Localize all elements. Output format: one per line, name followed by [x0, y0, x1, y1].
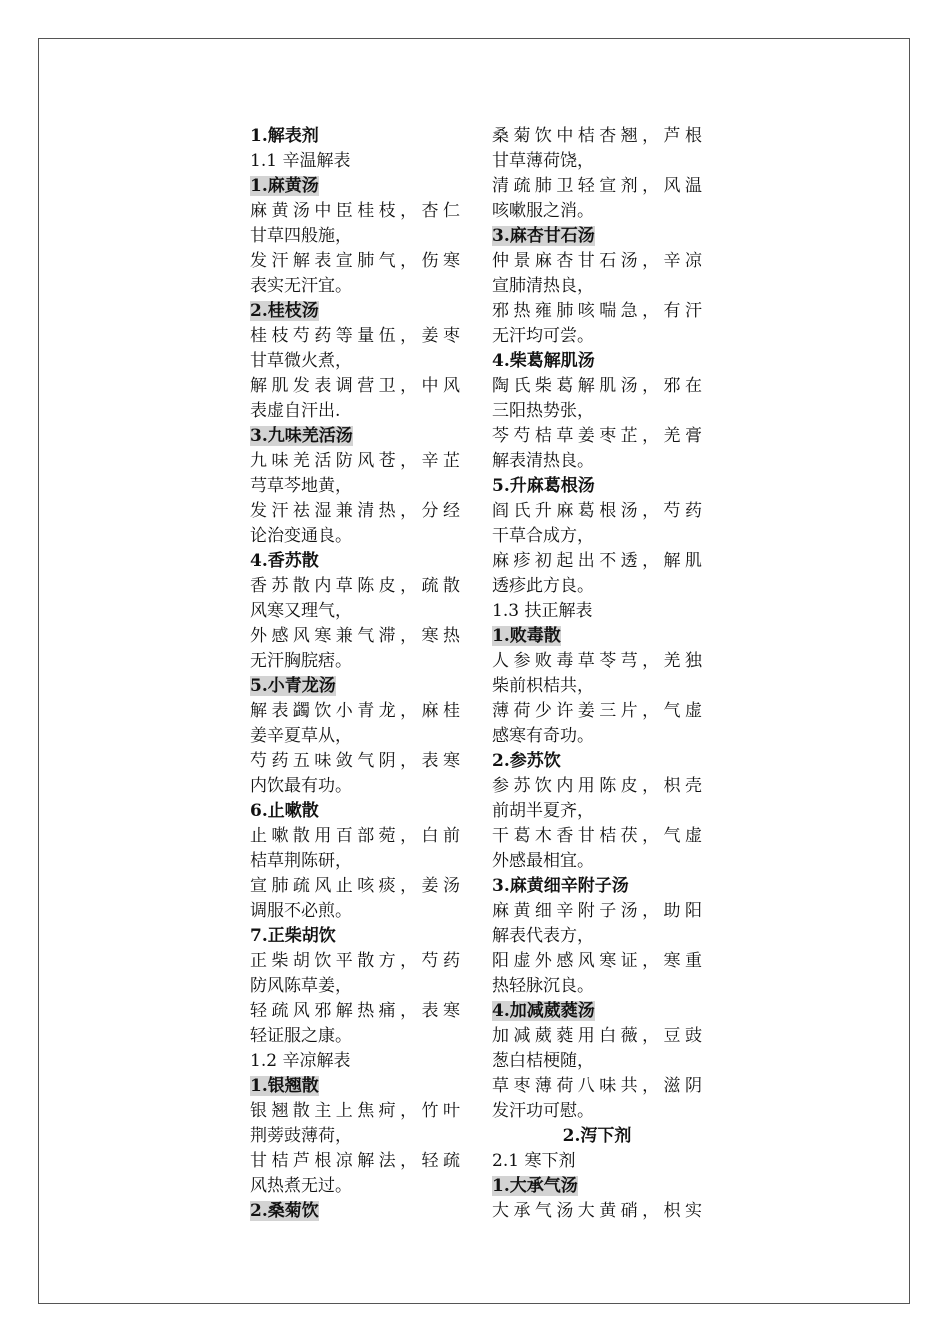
verse-line	[250, 524, 460, 549]
verse-text: 甘草微火煮，	[250, 351, 352, 371]
verse-line	[250, 774, 460, 799]
verse-text: 表实无汗宜。	[250, 276, 352, 296]
verse-line	[492, 699, 702, 724]
prescription-title	[250, 674, 460, 699]
verse-text: 姜辛夏草从，	[250, 726, 352, 746]
prescription-title-text: 5.升麻葛根汤	[492, 476, 595, 496]
verse-line	[492, 549, 702, 574]
prescription-title	[492, 474, 702, 499]
verse-line	[250, 1024, 460, 1049]
verse-text: 解表清热良。	[492, 451, 594, 471]
verse-text: 芩芍桔草姜枣芷，羌膏	[492, 426, 702, 446]
verse-line	[492, 974, 702, 999]
verse-line	[492, 724, 702, 749]
prescription-title-text: 2.桑菊饮	[250, 1201, 319, 1221]
verse-text: 银翘散主上焦疴，竹叶	[250, 1101, 460, 1121]
prescription-title-text: 3.麻黄细辛附子汤	[492, 876, 629, 896]
verse-line	[492, 849, 702, 874]
verse-text: 仲景麻杏甘石汤，辛凉	[492, 251, 702, 271]
verse-text: 干葛木香甘桔茯，气虚	[492, 826, 702, 846]
verse-text: 宣肺疏风止咳痰，姜汤	[250, 876, 460, 896]
prescription-title-text: 1.银翘散	[250, 1076, 319, 1096]
prescription-title	[250, 174, 460, 199]
verse-text: 甘桔芦根凉解法，轻疏	[250, 1151, 460, 1171]
verse-line	[492, 649, 702, 674]
prescription-title	[250, 1199, 460, 1224]
verse-text: 柴前枳桔共，	[492, 676, 594, 696]
verse-text: 麻疹初起出不透，解肌	[492, 551, 702, 571]
prescription-title	[492, 999, 702, 1024]
prescription-title-text: 6.止嗽散	[250, 801, 319, 821]
verse-text: 透疹此方良。	[492, 576, 594, 596]
verse-line	[250, 449, 460, 474]
verse-text: 发汗祛湿兼清热，分经	[250, 501, 460, 521]
prescription-title	[492, 224, 702, 249]
verse-text: 内饮最有功。	[250, 776, 352, 796]
verse-line	[250, 724, 460, 749]
verse-line	[492, 1074, 702, 1099]
prescription-title	[492, 349, 702, 374]
verse-text: 正柴胡饮平散方，芍药	[250, 951, 460, 971]
verse-line	[492, 1199, 702, 1224]
subsection-heading-text: 1.3 扶正解表	[492, 601, 593, 621]
verse-line	[250, 899, 460, 924]
document-page	[38, 38, 910, 1304]
verse-text: 陶氏柴葛解肌汤，邪在	[492, 376, 702, 396]
verse-line	[492, 799, 702, 824]
verse-text: 芍药五味敛气阴，表寒	[250, 751, 460, 771]
prescription-title-text: 3.九味羌活汤	[250, 426, 353, 446]
section-heading	[250, 124, 460, 149]
verse-line	[492, 824, 702, 849]
prescription-title-text: 4.加减葳蕤汤	[492, 1001, 595, 1021]
verse-text: 薄荷少许姜三片，气虚	[492, 701, 702, 721]
verse-line	[492, 1024, 702, 1049]
verse-line	[250, 349, 460, 374]
verse-line	[492, 674, 702, 699]
verse-text: 无汗均可尝。	[492, 326, 594, 346]
verse-line	[250, 874, 460, 899]
verse-line	[492, 399, 702, 424]
verse-line	[250, 474, 460, 499]
verse-line	[492, 449, 702, 474]
verse-line	[250, 224, 460, 249]
verse-line	[492, 174, 702, 199]
left-column	[250, 124, 460, 1224]
prescription-title	[250, 549, 460, 574]
verse-text: 葱白桔梗随，	[492, 1051, 594, 1071]
verse-line	[492, 324, 702, 349]
verse-line	[250, 199, 460, 224]
verse-text: 大承气汤大黄硝，枳实	[492, 1201, 702, 1221]
prescription-title-text: 5.小青龙汤	[250, 676, 336, 696]
verse-line	[492, 524, 702, 549]
verse-text: 加减葳蕤用白薇，豆豉	[492, 1026, 702, 1046]
verse-text: 宣肺清热良，	[492, 276, 594, 296]
subsection-heading-text: 2.1 寒下剂	[492, 1151, 576, 1171]
verse-text: 桔草荆陈研，	[250, 851, 352, 871]
subsection-heading	[492, 1149, 702, 1174]
subsection-heading	[250, 149, 460, 174]
verse-text: 防风陈草姜，	[250, 976, 352, 996]
prescription-title-text: 4.柴葛解肌汤	[492, 351, 595, 371]
verse-text: 轻证服之康。	[250, 1026, 352, 1046]
verse-line	[250, 624, 460, 649]
prescription-title-text: 7.正柴胡饮	[250, 926, 336, 946]
verse-line	[250, 499, 460, 524]
verse-text: 干草合成方，	[492, 526, 594, 546]
verse-text: 阎氏升麻葛根汤，芍药	[492, 501, 702, 521]
subsection-heading-text: 1.1 辛温解表	[250, 151, 351, 171]
prescription-title-text: 1.大承气汤	[492, 1176, 578, 1196]
verse-text: 九味羌活防风苍，辛芷	[250, 451, 460, 471]
verse-text: 桑菊饮中桔杏翘，芦根	[492, 126, 702, 146]
verse-text: 调服不必煎。	[250, 901, 352, 921]
verse-line	[492, 949, 702, 974]
prescription-title-text: 2.桂枝汤	[250, 301, 319, 321]
verse-text: 感寒有奇功。	[492, 726, 594, 746]
verse-line	[250, 849, 460, 874]
verse-text: 发汗功可慰。	[492, 1101, 594, 1121]
prescription-title	[492, 1174, 702, 1199]
verse-line	[250, 274, 460, 299]
verse-line	[492, 299, 702, 324]
right-column	[492, 124, 702, 1224]
section-heading-text: 1.解表剂	[250, 126, 319, 146]
verse-text: 止嗽散用百部菀，白前	[250, 826, 460, 846]
verse-line	[492, 199, 702, 224]
verse-text: 解表蠲饮小青龙，麻桂	[250, 701, 460, 721]
prescription-title	[250, 424, 460, 449]
subsection-heading	[492, 599, 702, 624]
verse-text: 论治变通良。	[250, 526, 352, 546]
verse-line	[492, 374, 702, 399]
verse-line	[250, 699, 460, 724]
section-heading	[492, 1124, 702, 1149]
verse-text: 解肌发表调营卫，中风	[250, 376, 460, 396]
verse-text: 草枣薄荷八味共，滋阴	[492, 1076, 702, 1096]
verse-line	[250, 999, 460, 1024]
verse-line	[492, 574, 702, 599]
verse-line	[492, 1099, 702, 1124]
verse-text: 风热煮无过。	[250, 1176, 352, 1196]
verse-line	[492, 124, 702, 149]
verse-line	[250, 974, 460, 999]
verse-text: 发汗解表宣肺气，伤寒	[250, 251, 460, 271]
verse-text: 表虚自汗出.	[250, 401, 341, 421]
verse-line	[492, 499, 702, 524]
prescription-title-text: 1.麻黄汤	[250, 176, 319, 196]
prescription-title	[492, 624, 702, 649]
verse-line	[492, 924, 702, 949]
verse-line	[250, 1124, 460, 1149]
verse-text: 无汗胸脘痞。	[250, 651, 352, 671]
prescription-title-text: 1.败毒散	[492, 626, 561, 646]
verse-text: 外感最相宜。	[492, 851, 594, 871]
prescription-title-text: 4.香苏散	[250, 551, 319, 571]
verse-text: 邪热雍肺咳喘急，有汗	[492, 301, 702, 321]
prescription-title	[492, 874, 702, 899]
prescription-title	[250, 299, 460, 324]
prescription-title	[492, 749, 702, 774]
verse-text: 麻黄汤中臣桂枝，杏仁	[250, 201, 460, 221]
prescription-title	[250, 924, 460, 949]
verse-line	[492, 249, 702, 274]
verse-line	[250, 749, 460, 774]
verse-text: 外感风寒兼气滞，寒热	[250, 626, 460, 646]
verse-text: 芎草芩地黄，	[250, 476, 352, 496]
verse-line	[492, 774, 702, 799]
verse-text: 甘草薄荷饶，	[492, 151, 594, 171]
prescription-title	[250, 1074, 460, 1099]
verse-text: 解表代表方，	[492, 926, 594, 946]
verse-line	[250, 249, 460, 274]
verse-line	[250, 949, 460, 974]
verse-line	[250, 1174, 460, 1199]
verse-line	[250, 599, 460, 624]
verse-text: 风寒又理气，	[250, 601, 352, 621]
verse-line	[250, 1149, 460, 1174]
verse-text: 阳虚外感风寒证，寒重	[492, 951, 702, 971]
verse-text: 人参败毒草苓芎，羌独	[492, 651, 702, 671]
verse-text: 桂枝芍药等量伍，姜枣	[250, 326, 460, 346]
verse-text: 参苏饮内用陈皮，枳壳	[492, 776, 702, 796]
verse-line	[492, 424, 702, 449]
prescription-title	[250, 799, 460, 824]
verse-text: 甘草四般施，	[250, 226, 352, 246]
section-heading-text: 2.泻下剂	[562, 1126, 632, 1146]
verse-text: 荆蒡豉薄荷，	[250, 1126, 352, 1146]
subsection-heading-text: 1.2 辛凉解表	[250, 1051, 351, 1071]
verse-line	[492, 149, 702, 174]
subsection-heading	[250, 1049, 460, 1074]
verse-text: 咳嗽服之消。	[492, 201, 594, 221]
verse-line	[492, 1049, 702, 1074]
verse-text: 前胡半夏齐，	[492, 801, 594, 821]
prescription-title-text: 2.参苏饮	[492, 751, 561, 771]
verse-text: 麻黄细辛附子汤，助阳	[492, 901, 702, 921]
verse-line	[250, 824, 460, 849]
verse-text: 热轻脉沉良。	[492, 976, 594, 996]
verse-line	[250, 399, 460, 424]
verse-text: 香苏散内草陈皮，疏散	[250, 576, 460, 596]
verse-line	[250, 374, 460, 399]
verse-line	[250, 649, 460, 674]
verse-text: 轻疏风邪解热痛，表寒	[250, 1001, 460, 1021]
verse-line	[492, 899, 702, 924]
verse-line	[492, 274, 702, 299]
verse-line	[250, 574, 460, 599]
prescription-title-text: 3.麻杏甘石汤	[492, 226, 595, 246]
verse-text: 清疏肺卫轻宣剂，风温	[492, 176, 702, 196]
verse-line	[250, 1099, 460, 1124]
verse-line	[250, 324, 460, 349]
verse-text: 三阳热势张，	[492, 401, 594, 421]
